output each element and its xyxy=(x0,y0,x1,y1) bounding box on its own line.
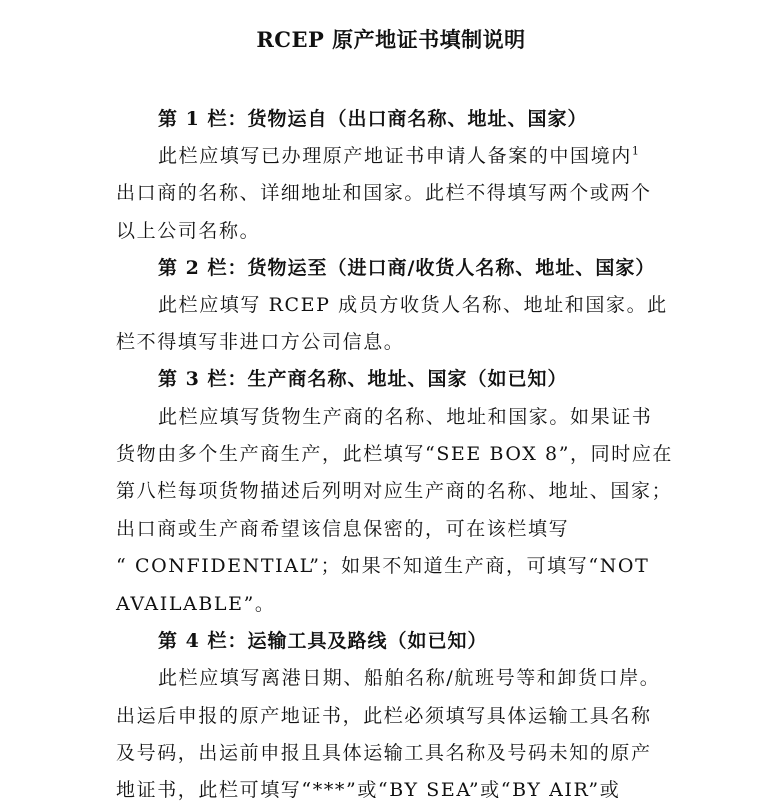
section-2-line-1: 此栏应填写 RCEP 成员方收货人名称、地址和国家。此 xyxy=(158,294,668,316)
section-4-line-1: 此栏应填写离港日期、船舶名称/航班号等和卸货口岸。 xyxy=(158,667,661,689)
section-3-line-6: AVAILABLE”。 xyxy=(116,593,276,615)
section-1-heading: 第 1 栏：货物运自（出口商名称、地址、国家） xyxy=(158,108,588,130)
section-3-line-2: 货物由多个生产商生产，此栏填写“SEE BOX 8”，同时应在 xyxy=(116,443,674,465)
section-1-line-1-text: 此栏应填写已办理原产地证书申请人备案的中国境内 xyxy=(158,145,632,167)
section-4-line-3: 及号码，出运前申报且具体运输工具名称及号码未知的原产 xyxy=(116,742,652,764)
section-4-line-2: 出运后申报的原产地证书，此栏必须填写具体运输工具名称 xyxy=(116,705,652,727)
section-2-heading: 第 2 栏：货物运至（进口商/收货人名称、地址、国家） xyxy=(158,257,656,279)
section-3-heading: 第 3 栏：生产商名称、地址、国家（如已知） xyxy=(158,368,568,390)
section-3-line-3: 第八栏每项货物描述后列明对应生产商的名称、地址、国家； xyxy=(116,480,673,502)
section-4-line-4: 地证书，此栏可填写“***”或“BY SEA”或“BY AIR”或 xyxy=(116,779,621,801)
section-3-line-4: 出口商或生产商希望该信息保密的，可在该栏填写 xyxy=(116,518,570,540)
document-title: RCEP 原产地证书填制说明 xyxy=(256,27,526,52)
section-1-line-1 xyxy=(158,141,640,168)
section-1-line-3: 以上公司名称。 xyxy=(116,220,261,242)
section-2-line-2: 栏不得填写非进口方公司信息。 xyxy=(116,331,405,353)
section-4-heading: 第 4 栏：运输工具及路线（如已知） xyxy=(158,630,488,652)
section-1-line-2: 出口商的名称、详细地址和国家。此栏不得填写两个或两个 xyxy=(116,182,652,204)
section-3-line-1: 此栏应填写货物生产商的名称、地址和国家。如果证书 xyxy=(158,406,653,428)
section-3-line-5: “ CONFIDENTIAL”；如果不知道生产商，可填写“NOT xyxy=(116,555,650,577)
footnote-marker: 1 xyxy=(631,144,641,158)
